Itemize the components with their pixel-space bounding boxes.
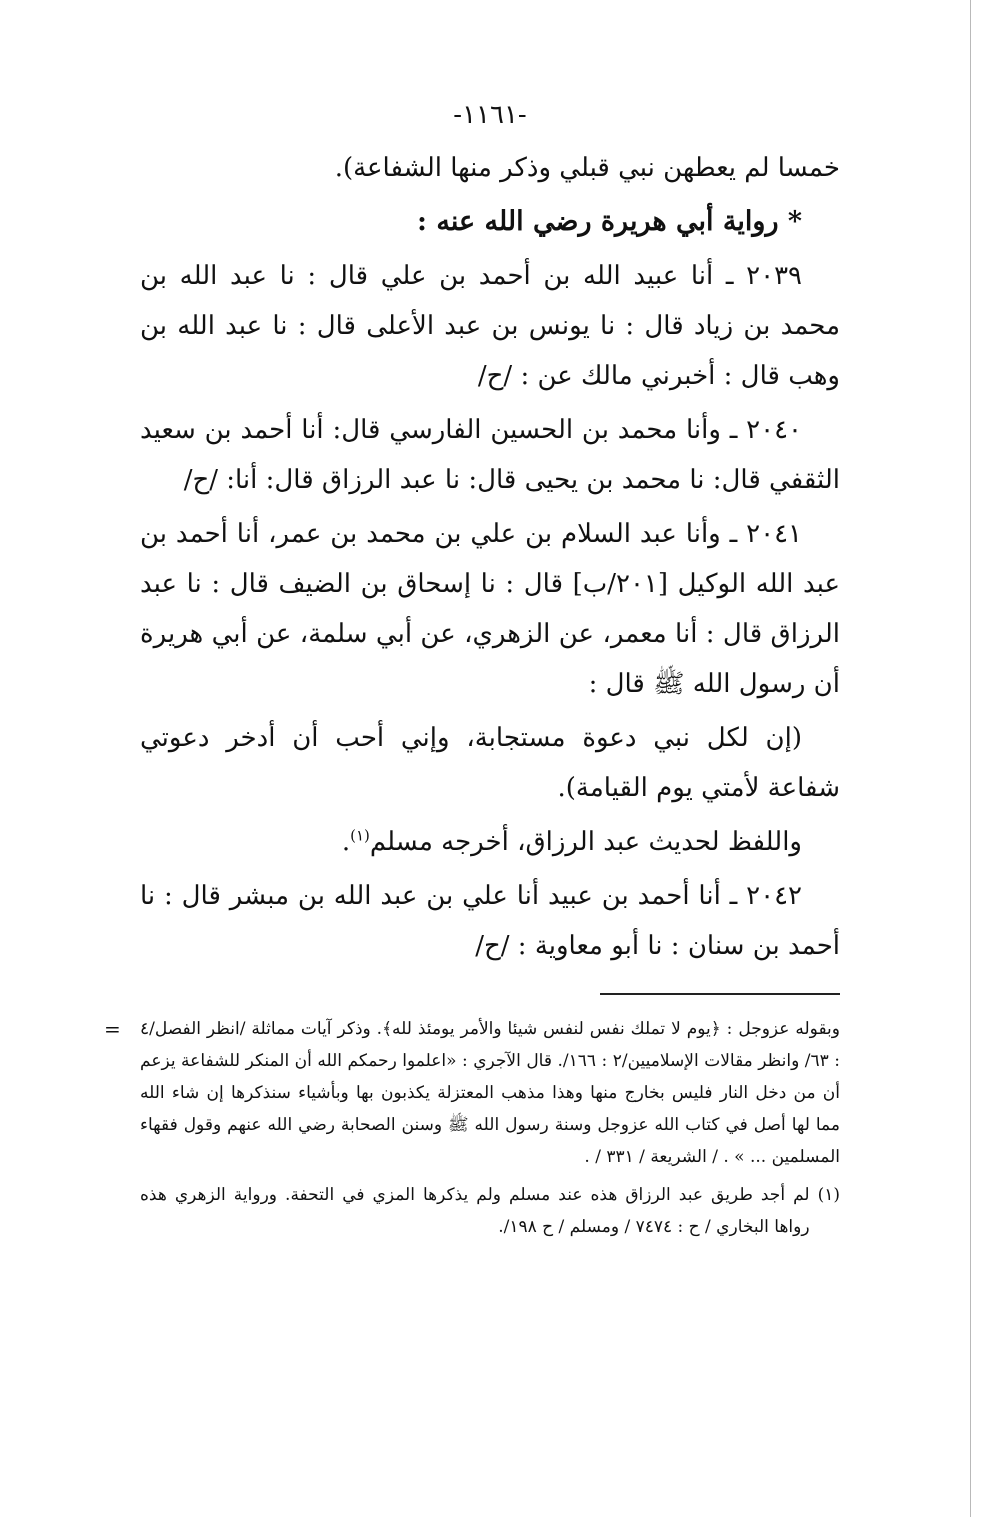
- main-text: [140, 143, 840, 971]
- hadith-text: (إن لكل نبي دعوة مستجابة، وإني أحب أن أدخر دعوتي شفاعة لأمتي يوم القيامة).: [140, 723, 840, 803]
- hadith-2040: ٢٠٤٠ ـ وأنا محمد بن الحسين الفارسي قال: أنا أحمد بن سعيد الثقفي قال: نا محمد بن يحيى قال: نا عبد الرزاق قال: أنا: /ح/: [140, 415, 840, 495]
- footnote-1: [140, 1179, 840, 1243]
- page-number: -١١٦١-: [453, 100, 527, 130]
- lafz-text: واللفظ لحديث عبد الرزاق، أخرجه مسلم: [369, 827, 802, 857]
- footnotes: [104, 1013, 840, 1243]
- book-page: [104, 95, 840, 1243]
- paragraph-continuation: خمسا لم يعطهن نبي قبلي وذكر منها الشفاعة).: [334, 153, 840, 183]
- lafz-end: .: [341, 827, 351, 857]
- hadith-2041: ٢٠٤١ ـ وأنا عبد السلام بن علي بن محمد بن عمر، أنا أحمد بن عبد الله الوكيل [٢٠١/ب] قال : نا إسحاق بن الضيف قال : نا عبد الرزاق قال : أنا معمر، عن الزهري، عن أبي سلمة، عن أبي هريرة أن رسول الله ﷺ قال :: [140, 519, 840, 699]
- hadith-2039: ٢٠٣٩ ـ أنا عبيد الله بن أحمد بن علي قال : نا عبد الله بن محمد بن زياد قال : نا يونس بن عبد الأعلى قال : نا عبد الله بن وهب قال : أخبرني مالك عن : /ح/: [140, 261, 840, 391]
- hadith-2042: ٢٠٤٢ ـ أنا أحمد بن عبيد أنا علي بن عبد الله بن مبشر قال : نا أحمد بن سنان : نا أبو معاوية : /ح/: [140, 881, 840, 961]
- footnote-1-text: لم أجد طريق عبد الرزاق هذه عند مسلم ولم يذكرها المزي في التحفة. ورواية الزهري هذه رواها البخاري / ح : ٧٤٧٤ / ومسلم / ح ١٩٨/.: [140, 1185, 810, 1237]
- scan-edge-line: [970, 0, 971, 1517]
- footnote-1-number: (١): [817, 1185, 840, 1205]
- lafz-note: [140, 817, 840, 867]
- section-heading: * رواية أبي هريرة رضي الله عنه :: [416, 206, 802, 237]
- continuation-mark: =: [104, 1017, 121, 1041]
- footnote-separator: [600, 993, 840, 995]
- footnote-continued: وبقوله عزوجل : ﴿يوم لا تملك نفس لنفس شيئا والأمر يومئذ لله﴾. وذكر آيات مماثلة /انظر الفصل/٤ : ٦٣/ وانظر مقالات الإسلاميين/٢ : ١٦٦/. قال الآجري : «اعلموا رحمكم الله أن المنكر للشفاعة يزعم أن من دخل النار فليس بخارج منها وهذا مذهب المعتزلة يكذبون بها وبأشياء سنذكرها إن شاء الله مما لها أصل في كتاب الله عزوجل وسنة رسول الله ﷺ وسنن الصحابة رضي الله عنهم وقول فقهاء المسلمين ... » . / الشريعة / ٣٣١ / .: [140, 1019, 840, 1167]
- footnote-ref-1: (١): [350, 826, 370, 845]
